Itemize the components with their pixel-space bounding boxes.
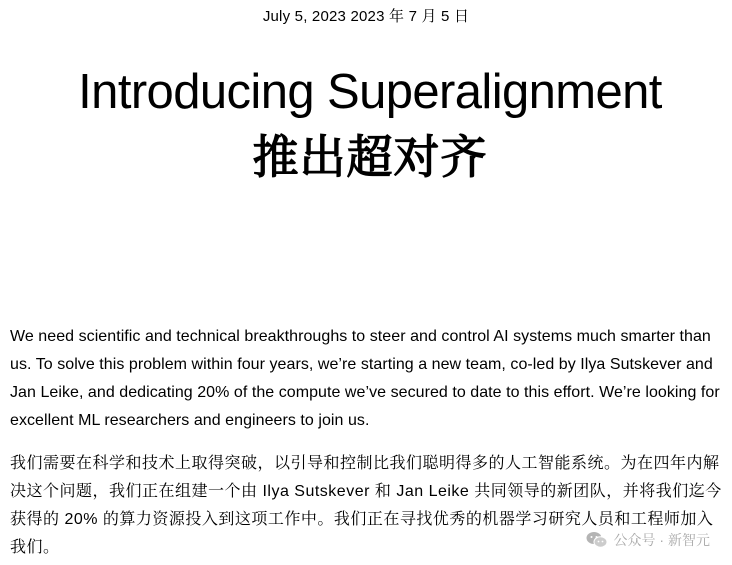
intro-paragraph-english: We need scientific and technical breakthroughs to steer and control AI systems much smarter than us. To solve this problem within four years, we’re starting a new team, co-led by Ilya Sutskever and Jan Leike, and dedicating 20% of the compute we’ve secured to date to this effort. We’re looking for excellent ML researchers and engineers to join us.: [10, 328, 720, 429]
page-title-english: Introducing Superalignment: [78, 65, 662, 119]
intro-paragraph-chinese: 我们需要在科学和技术上取得突破，以引导和控制比我们聪明得多的人工智能系统。为在四年内解决这个问题，我们正在组建一个由 Ilya Sutskever 和 Jan Leike 共同领导的新团队，并将我们迄今获得的 20% 的算力资源投入到这项工作中。我们正在寻找优秀的机器学习研究人员和工程师加入我们。: [10, 455, 722, 556]
watermark-text: 公众号 · 新智元: [613, 532, 710, 548]
wechat-icon: [586, 531, 608, 549]
page-title-chinese: 推出超对齐: [252, 131, 488, 183]
watermark: [586, 531, 710, 549]
publication-date: July 5, 2023 2023 年 7 月 5 日: [262, 8, 470, 25]
